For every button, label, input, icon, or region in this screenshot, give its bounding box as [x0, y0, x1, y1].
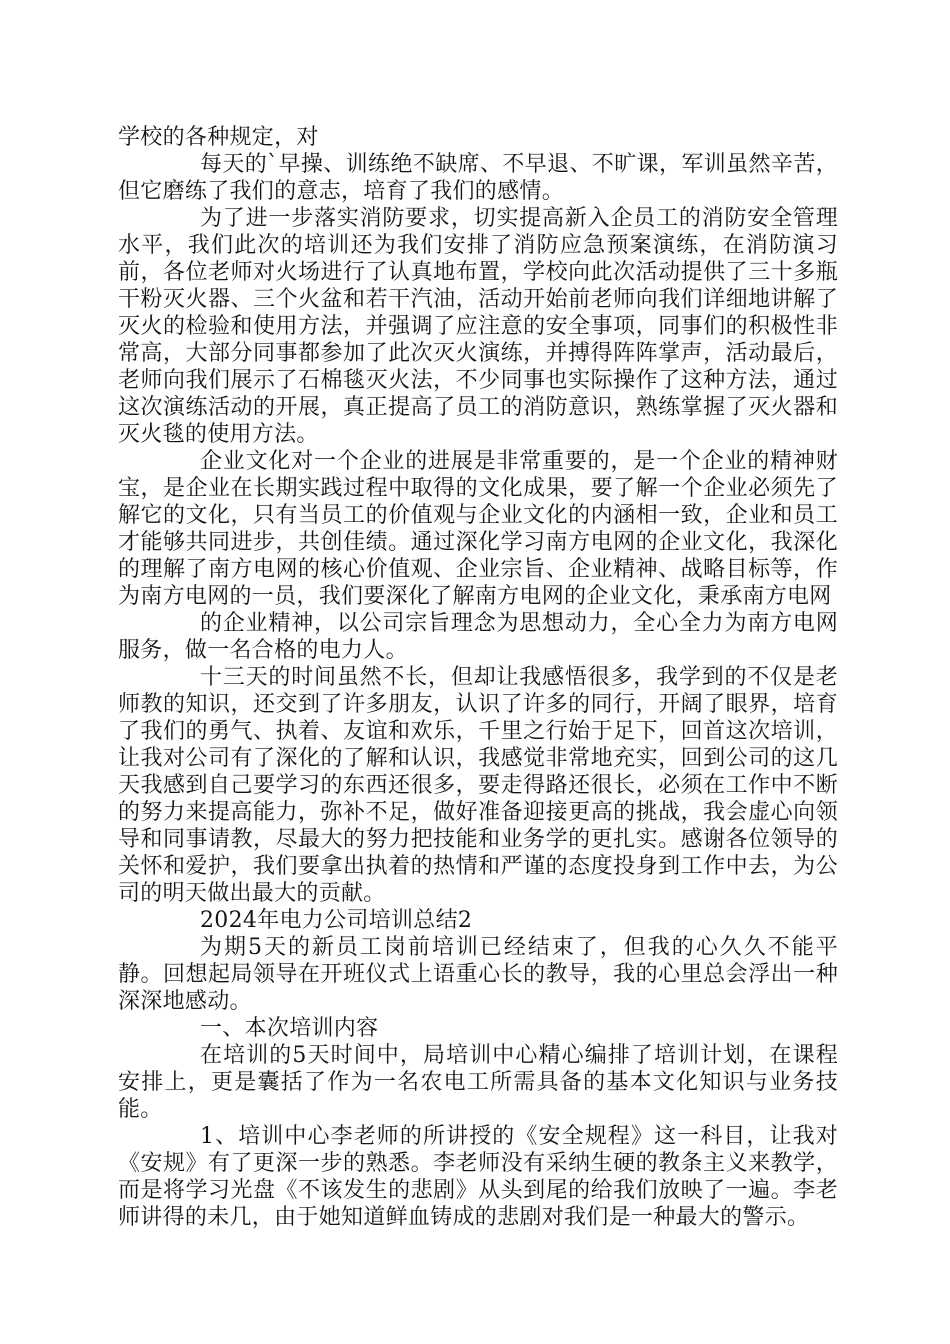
paragraph-1: 学校的各种规定，对: [118, 125, 319, 150]
section-heading: 2024年电力公司培训总结2: [200, 908, 473, 933]
document-page: [118, 124, 838, 1231]
paragraph-3: 为了进一步落实消防要求，切实提高新入企员工的消防安全管理水平，我们此次的培训还为我们安排了消防应急预案演练，在消防演习前，各位老师对火场进行了认真地布置，学校向此次活动提供了三十多瓶干粉灭火器、三个火盆和若干汽油，活动开始前老师向我们详细地讲解了灭火的检验和使用方法，并强调了应注意的安全事项，同事们的积极性非常高，大部分同事都参加了此次灭火演练，并搏得阵阵掌声，活动最后，老师向我们展示了石棉毯灭火法，不少同事也实际操作了这种方法，通过这次演练活动的开展，真正提高了员工的消防意识，熟练掌握了灭火器和灭火毯的使用方法。: [118, 206, 838, 447]
paragraph-2: 每天的`早操、训练绝不缺席、不早退、不旷课，军训虽然辛苦，但它磨练了我们的意志，培育了我们的感情。: [118, 152, 838, 204]
paragraph-8: 在培训的5天时间中，局培训中心精心编排了培训计划，在课程安排上，更是囊括了作为一名农电工所需具备的基本文化知识与业务技能。: [118, 1043, 838, 1122]
paragraph-5: 的企业精神，以公司宗旨理念为思想动力，全心全力为南方电网服务，做一名合格的电力人。: [118, 611, 838, 663]
subsection-heading: 一、本次培训内容: [200, 1016, 379, 1041]
paragraph-4: 企业文化对一个企业的进展是非常重要的，是一个企业的精神财宝，是企业在长期实践过程中取得的文化成果，要了解一个企业必须先了解它的文化，只有当员工的价值观与企业文化的内涵相一致，企业和员工才能够共同进步，共创佳绩。通过深化学习南方电网的企业文化，我深化的理解了南方电网的核心价值观、企业宗旨、企业精神、战略目标等，作为南方电网的一员，我们要深化了解南方电网的企业文化，秉承南方电网: [118, 449, 838, 609]
paragraph-9: 1、培训中心李老师的所讲授的《安全规程》这一科目，让我对《安规》有了更深一步的熟悉。李老师没有采纳生硬的教条主义来教学，而是将学习光盘《不该发生的悲剧》从头到尾的给我们放映了一遍。李老师讲得的未几，由于她知道鲜血铸成的悲剧对我们是一种最大的警示。: [118, 1124, 838, 1230]
paragraph-7: 为期5天的新员工岗前培训已经结束了，但我的心久久不能平静。回想起局领导在开班仪式上语重心长的教导，我的心里总会浮出一种深深地感动。: [118, 935, 838, 1014]
paragraph-6: 十三天的时间虽然不长，但却让我感悟很多，我学到的不仅是老师教的知识，还交到了许多朋友，认识了许多的同行，开阔了眼界，培育了我们的勇气、执着、友谊和欢乐，千里之行始于足下，回首这次培训，让我对公司有了深化的了解和认识，我感觉非常地充实，回到公司的这几天我感到自己要学习的东西还很多，要走得路还很长，必须在工作中不断的努力来提高能力，弥补不足，做好准备迎接更高的挑战，我会虚心向领导和同事请教，尽最大的努力把技能和业务学的更扎实。感谢各位领导的关怀和爱护，我们要拿出执着的热情和严谨的态度投身到工作中去，为公司的明天做出最大的贡献。: [118, 665, 838, 906]
